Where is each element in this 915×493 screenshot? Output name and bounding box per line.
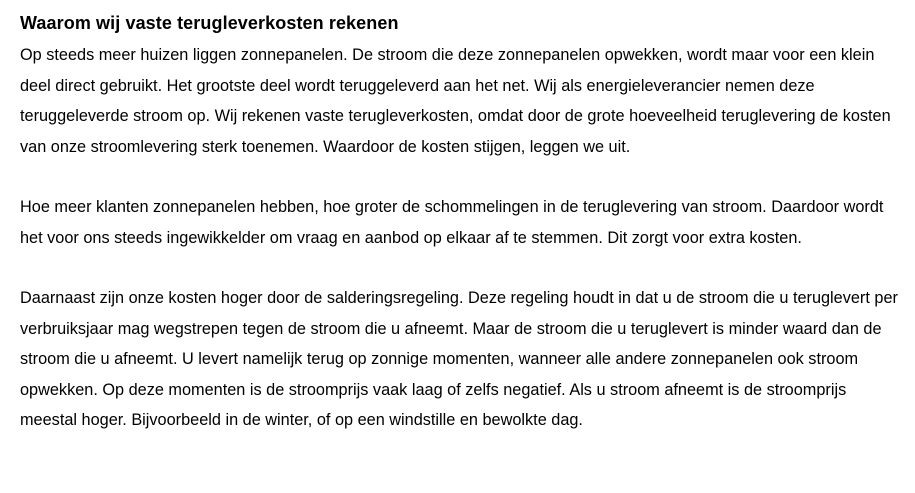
article [20, 12, 905, 436]
paragraph-netting-scheme: Daarnaast zijn onze kosten hoger door de salderingsregeling. Deze regeling houdt in dat u de stroom die u teruglevert per verbruiksjaar mag wegstrepen tegen de stroom die u afneemt. Maar de stroom die u teruglevert is minder waard dan de stroom die u afneemt. U levert namelijk terug op zonnige momenten, wanneer alle andere zonnepanelen ook stroom opwekken. Op deze momenten is de stroomprijs vaak laag of zelfs negatief. Als u stroom afneemt is de stroomprijs meestal hoger. Bijvoorbeeld in de winter, of op een windstille en bewolkte dag. [20, 289, 898, 429]
paragraph-intro: Op steeds meer huizen liggen zonnepanelen. De stroom die deze zonnepanelen opwekken, wordt maar voor een klein deel direct gebruikt. Het grootste deel wordt teruggeleverd aan het net. Wij als energieleverancier nemen deze teruggeleverde stroom op. Wij rekenen vaste terugleverkosten, omdat door de grote hoeveelheid teruglevering de kosten van onze stroomlevering sterk toenemen. Waardoor de kosten stijgen, leggen we uit. [20, 46, 891, 156]
article-title: Waarom wij vaste terugleverkosten rekenen [20, 13, 399, 33]
paragraph-fluctuations: Hoe meer klanten zonnepanelen hebben, hoe groter de schommelingen in de teruglevering van stroom. Daardoor wordt het voor ons steeds ingewikkelder om vraag en aanbod op elkaar af te stemmen. Dit zorgt voor extra kosten. [20, 198, 884, 247]
